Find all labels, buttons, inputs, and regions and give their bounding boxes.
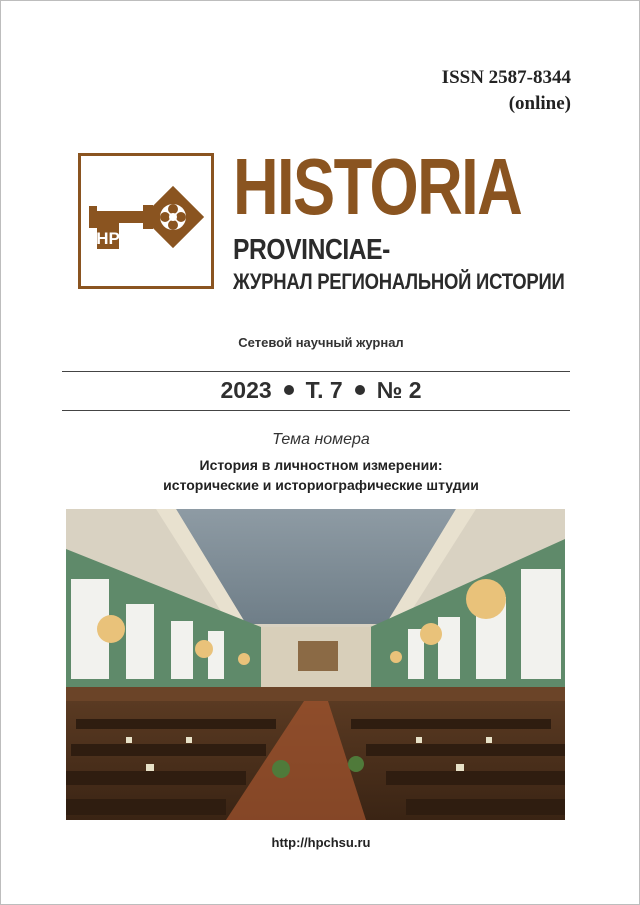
theme-title-line1: История в личностном измерении: [199, 457, 443, 473]
divider-bottom [62, 410, 570, 411]
issue-volume: Т. 7 [305, 377, 343, 403]
journal-title-main: HISTORIA [233, 142, 522, 231]
issn-online: (online) [508, 93, 571, 114]
library-hall-illustration [66, 509, 565, 820]
journal-type: Сетевой научный журнал [238, 335, 404, 350]
library-hall-photo [66, 509, 565, 820]
theme-title [1, 455, 640, 495]
issue-number: № 2 [376, 377, 422, 403]
key-logo-icon [78, 153, 214, 289]
bullet-icon [284, 385, 294, 395]
divider-top [62, 371, 570, 372]
bullet-icon [355, 385, 365, 395]
issn-block [442, 65, 571, 117]
key-logo-graphic [81, 156, 211, 286]
issue-line [1, 377, 640, 404]
theme-label: Тема номера [272, 431, 370, 448]
journal-title-ru: ЖУРНАЛ РЕГИОНАЛЬНОЙ ИСТОРИИ [233, 269, 565, 294]
theme-title-line2: исторические и историографические штудии [163, 477, 479, 493]
logo-monogram: НР [96, 229, 120, 248]
journal-title-sub: PROVINCIAE- [233, 234, 390, 266]
issn-number: ISSN 2587-8344 [441, 67, 571, 88]
issue-year: 2023 [220, 377, 272, 403]
journal-url: http://hpchsu.ru [271, 835, 371, 850]
